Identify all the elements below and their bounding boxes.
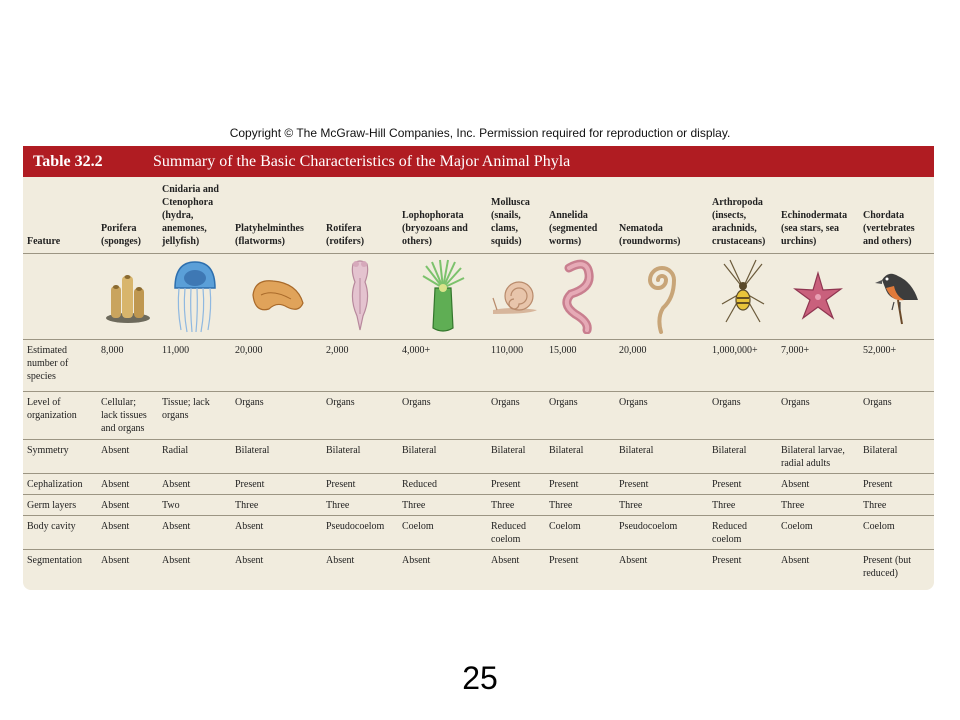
table-number: Table 32.2 xyxy=(33,152,103,170)
image-cell xyxy=(487,253,545,339)
table-cell: Cellular; lack tissues and organs xyxy=(97,391,158,439)
table-cell: Pseudocoelom xyxy=(322,515,398,549)
table-row xyxy=(23,515,934,549)
table-cell: Present xyxy=(322,473,398,494)
table-cell: 4,000+ xyxy=(398,339,487,391)
table-cell: Absent xyxy=(158,515,231,549)
table-cell: Level of organization xyxy=(23,391,97,439)
column-header: Nematoda (roundworms) xyxy=(619,222,681,247)
column-header: Rotifera (rotifers) xyxy=(326,222,365,247)
rotifer-icon xyxy=(343,258,377,334)
table-cell: 110,000 xyxy=(487,339,545,391)
table-cell: Three xyxy=(545,494,615,515)
table-cell: Three xyxy=(231,494,322,515)
table-cell: 52,000+ xyxy=(859,339,934,391)
table-cell: Organs xyxy=(398,391,487,439)
image-cell xyxy=(545,253,615,339)
table-row xyxy=(23,439,934,473)
table-cell: Three xyxy=(322,494,398,515)
table-cell: 8,000 xyxy=(97,339,158,391)
column-header: Mollusca (snails, clams, squids) xyxy=(491,196,530,247)
table-cell: Absent xyxy=(231,515,322,549)
column-header: Lophophorata (bryozoans and others) xyxy=(402,209,468,247)
column-header: Annelida (segmented worms) xyxy=(549,209,598,247)
table-cell: Estimated number of species xyxy=(23,339,97,391)
table-cell: 11,000 xyxy=(158,339,231,391)
table-cell: 7,000+ xyxy=(777,339,859,391)
table-cell: Present xyxy=(708,473,777,494)
bird-icon xyxy=(872,266,922,326)
table-cell: Organs xyxy=(777,391,859,439)
header-row xyxy=(23,177,934,253)
table-cell: Symmetry xyxy=(23,439,97,473)
table-cell: Two xyxy=(158,494,231,515)
table-cell: Present xyxy=(859,473,934,494)
sea-star-icon xyxy=(793,271,843,321)
table-cell: Absent xyxy=(97,494,158,515)
table-cell: Coelom xyxy=(398,515,487,549)
table-cell: Bilateral xyxy=(398,439,487,473)
table-cell: Absent xyxy=(162,554,191,566)
table-cell: Three xyxy=(487,494,545,515)
snail-icon xyxy=(491,276,541,316)
table-cell: Organs xyxy=(322,391,398,439)
image-cell xyxy=(615,253,708,339)
table-cell: Absent xyxy=(777,473,859,494)
table-cell: Three xyxy=(859,494,934,515)
table-cell: Present xyxy=(545,473,615,494)
table-cell: Coelom xyxy=(859,515,934,549)
table-cell: Bilateral xyxy=(322,439,398,473)
table-cell: 1,000,000+ xyxy=(708,339,777,391)
image-cell xyxy=(322,253,398,339)
table-cell: Bilateral xyxy=(859,439,934,473)
spider-icon xyxy=(718,258,768,334)
table-cell: Absent xyxy=(619,554,648,566)
table-cell: Absent xyxy=(402,554,431,566)
table-row xyxy=(23,473,934,494)
table-cell: Bilateral xyxy=(231,439,322,473)
image-cell xyxy=(398,253,487,339)
table-cell: Present xyxy=(615,473,708,494)
table-cell: Present xyxy=(549,554,579,566)
phyla-grid xyxy=(23,177,934,585)
image-cell xyxy=(158,253,231,339)
image-cell xyxy=(231,253,322,339)
image-row xyxy=(23,253,934,339)
table-cell: Reduced coelom xyxy=(708,515,777,549)
table-cell: Organs xyxy=(545,391,615,439)
table-cell: Organs xyxy=(615,391,708,439)
table-cell: Absent xyxy=(158,473,231,494)
image-cell xyxy=(708,253,777,339)
table-cell: Bilateral xyxy=(545,439,615,473)
table-cell: Coelom xyxy=(545,515,615,549)
column-header: Cnidaria and Ctenophora (hydra, anemones, jellyfish) xyxy=(162,183,219,247)
table-cell: Present (but reduced) xyxy=(863,554,912,579)
column-header: Feature xyxy=(27,235,61,247)
table-title-bar xyxy=(23,146,934,177)
table-cell: Cephalization xyxy=(23,473,97,494)
table-cell: Absent xyxy=(235,554,264,566)
table-cell: Reduced coelom xyxy=(487,515,545,549)
table-cell: Segmentation xyxy=(27,554,82,566)
table-cell: Body cavity xyxy=(23,515,97,549)
table-cell: Reduced xyxy=(398,473,487,494)
table-cell: 2,000 xyxy=(322,339,398,391)
table-cell: Germ layers xyxy=(23,494,97,515)
table-cell: 15,000 xyxy=(545,339,615,391)
table-cell: Bilateral larvae, radial adults xyxy=(777,439,859,473)
sponge-icon xyxy=(103,268,153,324)
table-cell: Organs xyxy=(708,391,777,439)
table-row xyxy=(23,549,934,585)
table-cell: Pseudocoelom xyxy=(615,515,708,549)
table-cell: Tissue; lack organs xyxy=(158,391,231,439)
table-cell: Three xyxy=(708,494,777,515)
phyla-table xyxy=(23,146,934,590)
page-number: 25 xyxy=(462,660,498,696)
copyright-notice: Copyright © The McGraw-Hill Companies, Inc. Permission required for reproduction or display. xyxy=(229,126,731,140)
table-cell: Organs xyxy=(859,391,934,439)
table-cell: Present xyxy=(487,473,545,494)
jellyfish-icon xyxy=(170,258,220,334)
table-title: Summary of the Basic Characteristics of the Major Animal Phyla xyxy=(153,152,571,170)
table-cell: Absent xyxy=(101,554,130,566)
table-cell: Absent xyxy=(781,554,810,566)
table-cell: Organs xyxy=(487,391,545,439)
table-cell: Three xyxy=(777,494,859,515)
image-cell xyxy=(23,253,97,339)
table-cell: Radial xyxy=(158,439,231,473)
flatworm-icon xyxy=(247,273,307,319)
column-header: Porifera (sponges) xyxy=(101,222,142,247)
table-cell: Three xyxy=(615,494,708,515)
table-row xyxy=(23,391,934,439)
table-cell: Bilateral xyxy=(708,439,777,473)
earthworm-icon xyxy=(557,258,603,334)
table-cell: Absent xyxy=(97,515,158,549)
table-cell: Present xyxy=(712,554,742,566)
image-cell xyxy=(97,253,158,339)
table-cell: Absent xyxy=(97,439,158,473)
image-cell xyxy=(777,253,859,339)
table-cell: Three xyxy=(398,494,487,515)
table-cell: Absent xyxy=(97,473,158,494)
table-cell: Absent xyxy=(491,554,520,566)
roundworm-icon xyxy=(639,258,685,334)
table-cell: Bilateral xyxy=(615,439,708,473)
table-cell: Coelom xyxy=(777,515,859,549)
column-header: Platyhelminthes (flatworms) xyxy=(235,222,304,247)
column-header: Arthropoda (insects, arachnids, crustaceans) xyxy=(712,196,766,247)
table-row xyxy=(23,494,934,515)
table-cell: 20,000 xyxy=(615,339,708,391)
image-cell xyxy=(859,253,934,339)
table-cell: Organs xyxy=(231,391,322,439)
lophophorate-icon xyxy=(418,258,468,334)
table-cell: Bilateral xyxy=(487,439,545,473)
table-row xyxy=(23,339,934,391)
table-cell: 20,000 xyxy=(231,339,322,391)
column-header: Chordata (vertebrates and others) xyxy=(863,209,915,247)
column-header: Echinodermata (sea stars, sea urchins) xyxy=(781,209,848,247)
table-cell: Present xyxy=(231,473,322,494)
table-cell: Absent xyxy=(326,554,355,566)
